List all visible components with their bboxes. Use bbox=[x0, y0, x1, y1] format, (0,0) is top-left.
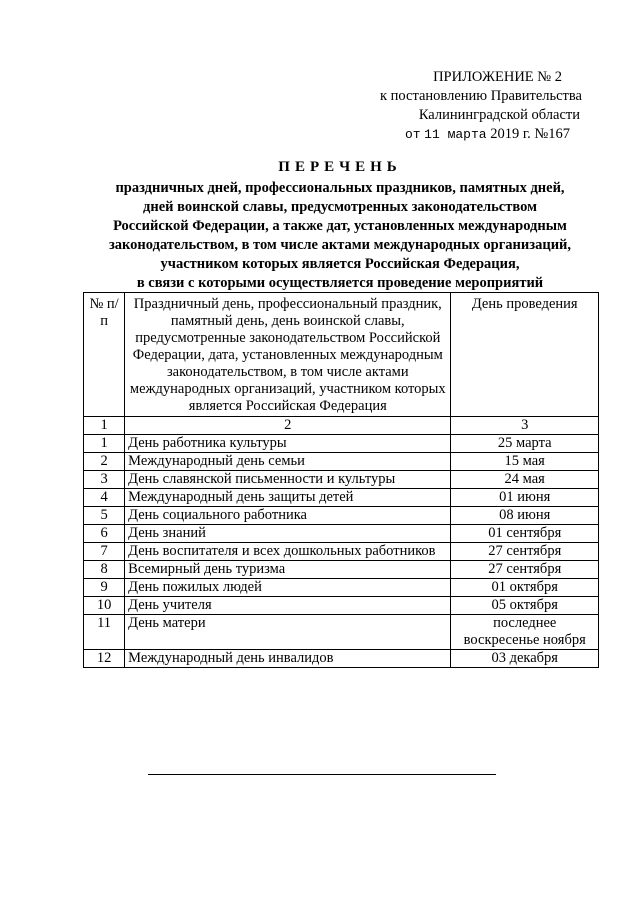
table-header-row bbox=[84, 293, 599, 417]
row-name: День пожилых людей bbox=[125, 579, 451, 597]
column-number: 1 bbox=[84, 417, 125, 435]
row-number: 11 bbox=[84, 615, 125, 650]
table-row bbox=[84, 543, 599, 561]
row-name: День социального работника bbox=[125, 507, 451, 525]
document-heading bbox=[60, 158, 620, 293]
row-number: 12 bbox=[84, 650, 125, 668]
table-body bbox=[84, 417, 599, 668]
row-date: 27 сентября bbox=[451, 543, 599, 561]
column-number: 2 bbox=[125, 417, 451, 435]
heading-line: Российской Федерации, а также дат, установленных международным bbox=[113, 218, 567, 234]
row-name: Международный день инвалидов bbox=[125, 650, 451, 668]
header-date: День проведения bbox=[451, 293, 599, 417]
heading-line: участником которых является Российская Федерация, bbox=[160, 256, 520, 272]
table-row bbox=[84, 561, 599, 579]
table-row bbox=[84, 471, 599, 489]
bottom-rule bbox=[148, 774, 496, 775]
appendix-title: ПРИЛОЖЕНИЕ № 2 bbox=[433, 69, 562, 85]
row-number: 6 bbox=[84, 525, 125, 543]
heading-line: законодательством, в том числе актами международных организаций, bbox=[108, 237, 572, 253]
row-name: День воспитателя и всех дошкольных работников bbox=[125, 543, 451, 561]
row-number: 7 bbox=[84, 543, 125, 561]
column-numbers-row bbox=[84, 417, 599, 435]
row-name: Международный день семьи bbox=[125, 453, 451, 471]
appendix-line-2: Калининградской области bbox=[418, 107, 580, 123]
row-date: 08 июня bbox=[451, 507, 599, 525]
table-header bbox=[84, 293, 599, 417]
table-row bbox=[84, 507, 599, 525]
table-row bbox=[84, 489, 599, 507]
row-number: 5 bbox=[84, 507, 125, 525]
appendix-date-year: 2019 г. bbox=[490, 126, 531, 142]
heading-line: в связи с которыми осуществляется проведение мероприятий bbox=[136, 275, 544, 291]
header-number: № п/п bbox=[84, 293, 125, 417]
row-number: 4 bbox=[84, 489, 125, 507]
heading-line: дней воинской славы, предусмотренных законодательством bbox=[143, 199, 537, 215]
row-date: 01 сентября bbox=[451, 525, 599, 543]
header-name: Праздничный день, профессиональный праздник, памятный день, день воинской славы, предусмотренные законодательством Российской Федерации, дата, установленных международным законодательством, в том числе актами международных организаций, участником которых является Российская Федерация bbox=[125, 293, 451, 417]
appendix-number: №167 bbox=[534, 126, 570, 142]
row-name: День знаний bbox=[125, 525, 451, 543]
row-name: День славянской письменности и культуры bbox=[125, 471, 451, 489]
row-date: 01 октября bbox=[451, 579, 599, 597]
row-date: 15 мая bbox=[451, 453, 599, 471]
row-name: День учителя bbox=[125, 597, 451, 615]
row-date: 24 мая bbox=[451, 471, 599, 489]
table-row bbox=[84, 650, 599, 668]
row-date: 05 октября bbox=[451, 597, 599, 615]
row-date: 27 сентября bbox=[451, 561, 599, 579]
heading-line: праздничных дней, профессиональных праздников, памятных дней, bbox=[115, 180, 565, 196]
column-number: 3 bbox=[451, 417, 599, 435]
row-number: 3 bbox=[84, 471, 125, 489]
table-row bbox=[84, 615, 599, 650]
appendix-line-1: к постановлению Правительства bbox=[380, 88, 582, 104]
appendix-date-line bbox=[0, 125, 640, 144]
row-number: 1 bbox=[84, 435, 125, 453]
row-date: последнее воскресенье ноября bbox=[451, 615, 599, 650]
table-row bbox=[84, 597, 599, 615]
table-row bbox=[84, 435, 599, 453]
document-title: ПЕРЕЧЕНЬ bbox=[278, 159, 402, 175]
row-number: 8 bbox=[84, 561, 125, 579]
row-date: 01 июня bbox=[451, 489, 599, 507]
appendix-block bbox=[0, 68, 640, 144]
row-date: 03 декабря bbox=[451, 650, 599, 668]
table-row bbox=[84, 525, 599, 543]
row-name: День матери bbox=[125, 615, 451, 650]
row-number: 2 bbox=[84, 453, 125, 471]
table-row bbox=[84, 453, 599, 471]
appendix-date-day-month: 11 марта bbox=[424, 127, 487, 142]
row-name: Всемирный день туризма bbox=[125, 561, 451, 579]
row-name: День работника культуры bbox=[125, 435, 451, 453]
row-number: 10 bbox=[84, 597, 125, 615]
row-number: 9 bbox=[84, 579, 125, 597]
row-name: Международный день защиты детей bbox=[125, 489, 451, 507]
table-row bbox=[84, 579, 599, 597]
row-date: 25 марта bbox=[451, 435, 599, 453]
appendix-date-prefix: от bbox=[404, 127, 421, 142]
holidays-table bbox=[83, 292, 599, 668]
